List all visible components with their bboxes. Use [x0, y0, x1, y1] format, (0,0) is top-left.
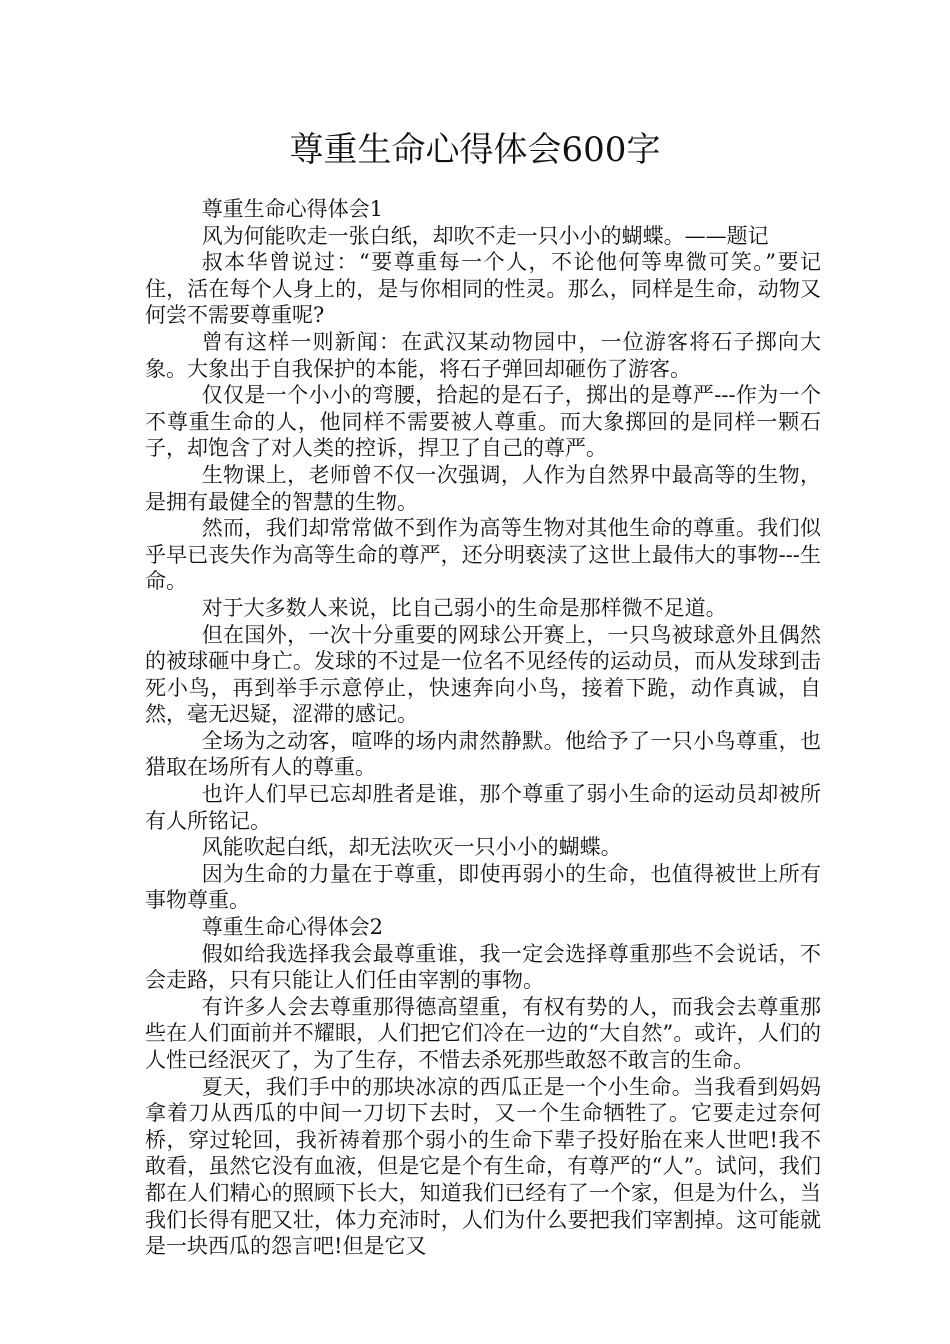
paragraph: 夏天，我们手中的那块冰凉的西瓜正是一个小生命。当我看到妈妈拿着刀从西瓜的中间一刀切下去时，又一个生命牺牲了。它要走过奈何桥，穿过轮回，我祈祷着那个弱小的生命下辈子投好胎在来人世吧!我不敢看，虽然它没有血液，但是它是个有生命，有尊严的“人”。试问，我们都在人们精心的照顾下长大，知道我们已经有了一个家，但是为什么，当我们长得有肥又壮，体力充沛时，人们为什么要把我们宰割掉。这可能就是一块西瓜的怨言吧!但是它又 — [145, 1074, 821, 1259]
section-heading: 尊重生命心得体会2 — [201, 915, 384, 940]
paragraph: 叔本华曾说过：“要尊重每一个人，不论他何等卑微可笑。”要记住，活在每个人身上的，是与你相同的性灵。那么，同样是生命，动物又何尝不需要尊重呢? — [145, 250, 821, 328]
paragraph: 假如给我选择我会最尊重谁，我一定会选择尊重那些不会说话，不会走路，只有只能让人们任由宰割的事物。 — [145, 941, 821, 993]
paragraph: 仅仅是一个小小的弯腰，拾起的是石子，掷出的是尊严---作为一个不尊重生命的人，他同样不需要被人尊重。而大象掷回的是同样一颗石子，却饱含了对人类的控诉，捍卫了自己的尊严。 — [145, 383, 821, 461]
paragraph: 因为生命的力量在于尊重，即使再弱小的生命，也值得被世上所有事物尊重。 — [145, 861, 821, 913]
paragraph: 然而，我们却常常做不到作为高等生物对其他生命的尊重。我们似乎早已丧失作为高等生命的尊严，还分明亵渎了这世上最伟大的事物---生命。 — [145, 516, 821, 594]
paragraph: 生物课上，老师曾不仅一次强调，人作为自然界中最高等的生物，是拥有最健全的智慧的生物。 — [145, 462, 821, 514]
paragraph: 对于大多数人来说，比自己弱小的生命是那样微不足道。 — [201, 595, 727, 620]
paragraph: 曾有这样一则新闻：在武汉某动物园中，一位游客将石子掷向大象。大象出于自我保护的本能，将石子弹回却砸伤了游客。 — [145, 329, 821, 381]
paragraph: 风为何能吹走一张白纸，却吹不走一只小小的蝴蝶。——题记 — [201, 223, 769, 248]
paragraph: 风能吹起白纸，却无法吹灭一只小小的蝴蝶。 — [201, 835, 622, 860]
paragraph: 但在国外，一次十分重要的网球公开赛上，一只鸟被球意外且偶然的被球砸中身亡。发球的不过是一位名不见经传的运动员，而从发球到击死小鸟，再到举手示意停止，快速奔向小鸟，接着下跪，动作真诚，自然，毫无迟疑，涩滞的感记。 — [145, 622, 821, 727]
section-heading: 尊重生命心得体会1 — [201, 197, 384, 221]
document-title: 尊重生命心得体会600字 — [289, 130, 661, 170]
document-body — [145, 196, 821, 1260]
paragraph: 有许多人会去尊重那得德高望重，有权有势的人，而我会去尊重那些在人们面前并不耀眼，人们把它们冷在一边的“大自然”。或许，人们的人性已经泯灭了，为了生存，不惜去杀死那些敢怒不敢言的生命。 — [145, 994, 821, 1072]
paragraph: 全场为之动客，喧哗的场内肃然静默。他给予了一只小鸟尊重，也猎取在场所有人的尊重。 — [145, 728, 821, 780]
paragraph: 也许人们早已忘却胜者是谁，那个尊重了弱小生命的运动员却被所有人所铭记。 — [145, 782, 821, 833]
